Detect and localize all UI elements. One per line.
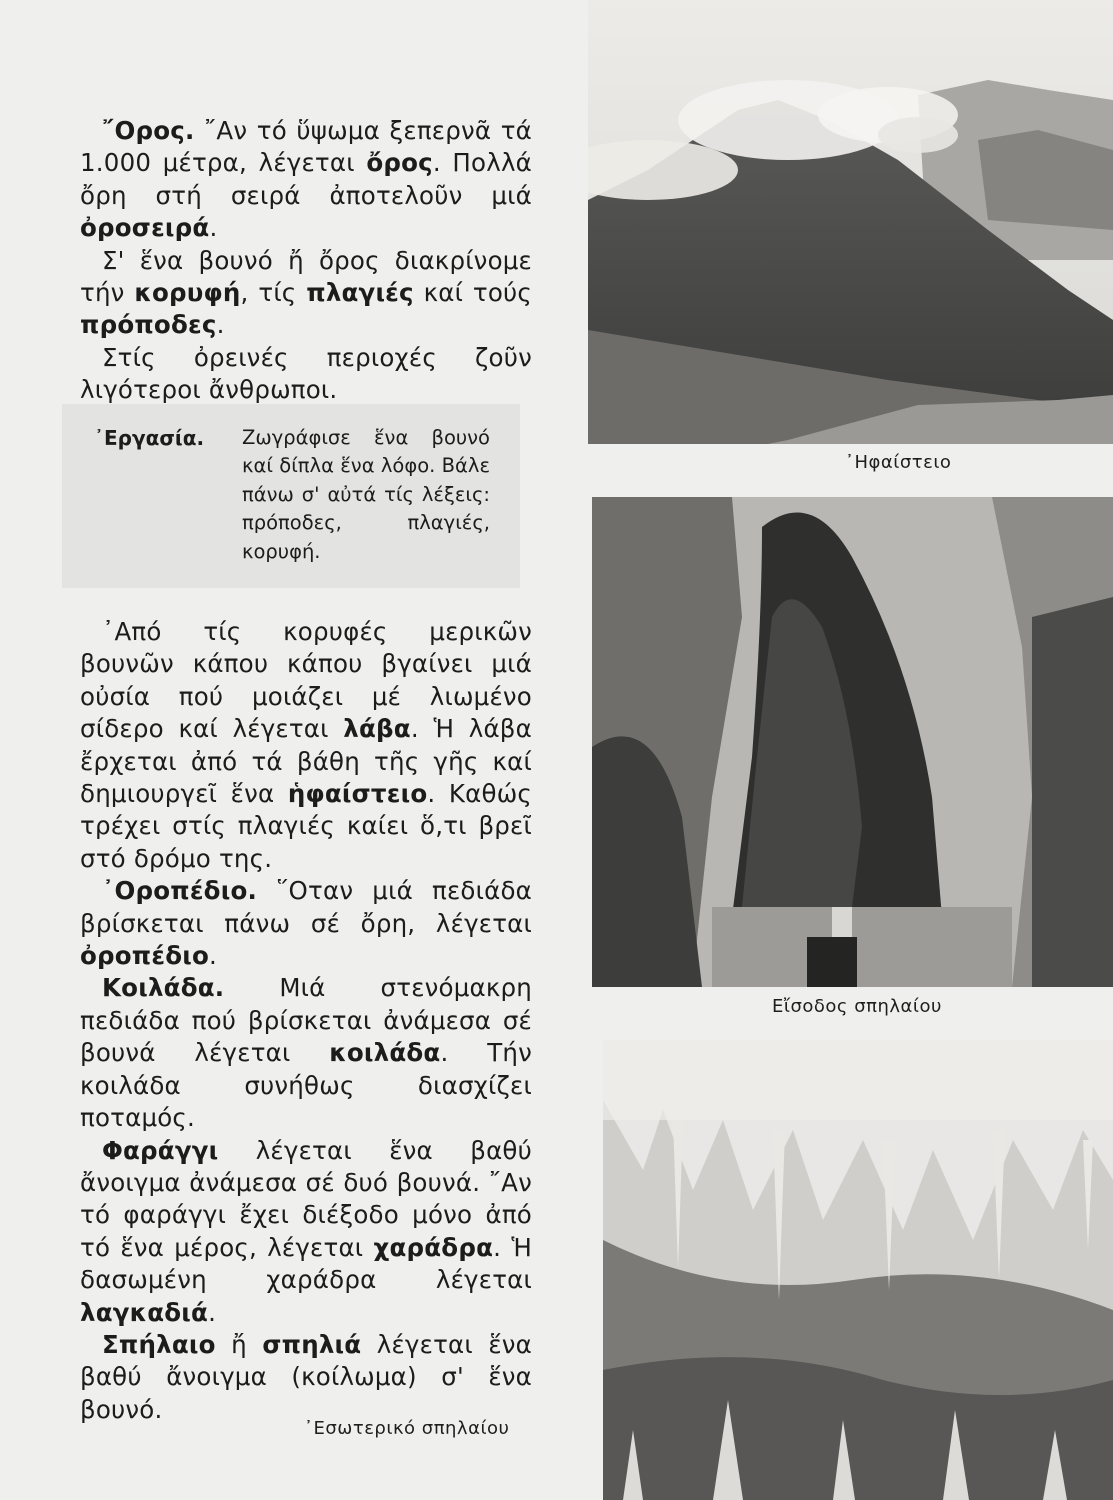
text-block-bottom (80, 616, 532, 1426)
paragraph-mountain-people (80, 342, 532, 407)
task-text: Ζωγράφισε ἕνα βουνό καί δίπλα ἕνα λόφο. Βάλε πάνω σ' αὐτά τίς λέξεις: πρόποδες, πλαγιές, κορυφή. (242, 426, 490, 563)
text-run: λέγεται ἕνα βαθύ ἄνοιγμα ἀνάμεσα σέ δυό βουνά. ῎Αν τό φαράγγι ἔχει διέξοδο μόνο ἀπό τό ἕνα μέρος, λέγεται (80, 1135, 532, 1262)
bold-term: πλαγιές (306, 278, 414, 308)
cave-interior-photo (603, 1040, 1113, 1500)
text-run: . (209, 213, 218, 243)
text-run: . Καθώς τρέχει στίς πλαγιές καίει ὅ,τι βρεῖ στό δρόμο της. (80, 779, 532, 873)
bold-term: Σπήλαιο (102, 1329, 216, 1359)
bold-term: ῎Ορος. (102, 116, 195, 145)
bold-term: ἡφαίστειο (287, 779, 428, 809)
text-run: . Ἡ δασωμένη χαράδρα λέγεται (80, 1232, 532, 1295)
bold-term: Φαράγγι (102, 1135, 219, 1165)
text-run: Σ' ἕνα βουνό ἤ ὄρος διακρίνομε τήν (80, 245, 532, 308)
text-run: Στίς ὀρεινές περιοχές ζοῦν λιγότεροι ἄνθρωποι. (80, 342, 532, 405)
text-run: ῎Αν τό ὕψωμα ξεπερνᾶ τά 1.000 μέτρα, λέγεται (80, 116, 532, 178)
paragraph-mountain-parts (80, 245, 532, 342)
bold-term: Κοιλάδα. (102, 973, 225, 1003)
text-run: καί τούς (413, 278, 532, 308)
paragraph-valley (80, 972, 532, 1134)
text-run: , τίς (240, 278, 307, 308)
text-run: . Ἡ λάβα ἔρχεται ἀπό τά βάθη τῆς γῆς καί δημιουργεῖ ἕνα (80, 714, 532, 809)
bold-term: κορυφή (134, 278, 241, 308)
text-run: ᾽Από τίς κορυφές μερικῶν βουνῶν κάπου κάπου βγαίνει μιά οὐσία πού μοιάζει μέ λιωμένο σίδερο καί λέγεται (80, 617, 532, 744)
text-run: ἤ (215, 1329, 263, 1359)
cave-interior-caption: ᾽Εσωτερικό σπηλαίου (304, 1418, 510, 1439)
cave-entrance-caption: Εἴσοδος σπηλαίου (772, 996, 942, 1017)
bold-term: κοιλάδα (329, 1038, 441, 1068)
text-block-top (80, 115, 532, 407)
bold-term: λαγκαδιά (80, 1297, 209, 1327)
bold-term: ὀροπέδιο (80, 941, 210, 971)
paragraph-plateau (80, 875, 532, 972)
text-run: . (216, 310, 225, 340)
task-box (62, 404, 520, 588)
task-label: ᾽Εργασία. (94, 426, 205, 450)
text-run: . (208, 1297, 217, 1327)
bold-term: σπηλιά (262, 1329, 362, 1359)
paragraph-cave (80, 1329, 532, 1426)
volcano-caption: ᾽Ηφαίστειο (845, 452, 952, 473)
paragraph-oros (80, 115, 532, 245)
volcano-photo (588, 0, 1113, 444)
bold-term: ὀροσειρά (80, 213, 210, 243)
cave-entrance-photo (592, 497, 1113, 987)
text-run: . Πολλά ὄρη στή σειρά ἀποτελοῦν μιά (80, 148, 532, 210)
text-run: . Τήν κοιλάδα συνήθως διασχίζει ποταμός. (80, 1038, 532, 1133)
bold-term: λάβα (343, 714, 411, 744)
text-run: ῞Οταν μιά πεδιάδα βρίσκεται πάνω σέ ὄρη, λέγεται (80, 876, 532, 938)
paragraph-lava (80, 616, 532, 875)
bold-term: ᾽Οροπέδιο. (102, 876, 257, 906)
text-run: . (209, 941, 218, 971)
bold-term: ὄρος (366, 148, 433, 178)
bold-term: χαράδρα (373, 1232, 494, 1262)
text-run: λέγεται ἕνα βαθύ ἄνοιγμα (κοίλωμα) σ' ἕνα βουνό. (80, 1329, 532, 1424)
paragraph-gorge (80, 1135, 532, 1329)
text-run: Μιά στενόμακρη πεδιάδα πού βρίσκεται ἀνάμεσα σέ βουνά λέγεται (80, 973, 532, 1068)
bold-term: πρόποδες (80, 310, 217, 340)
